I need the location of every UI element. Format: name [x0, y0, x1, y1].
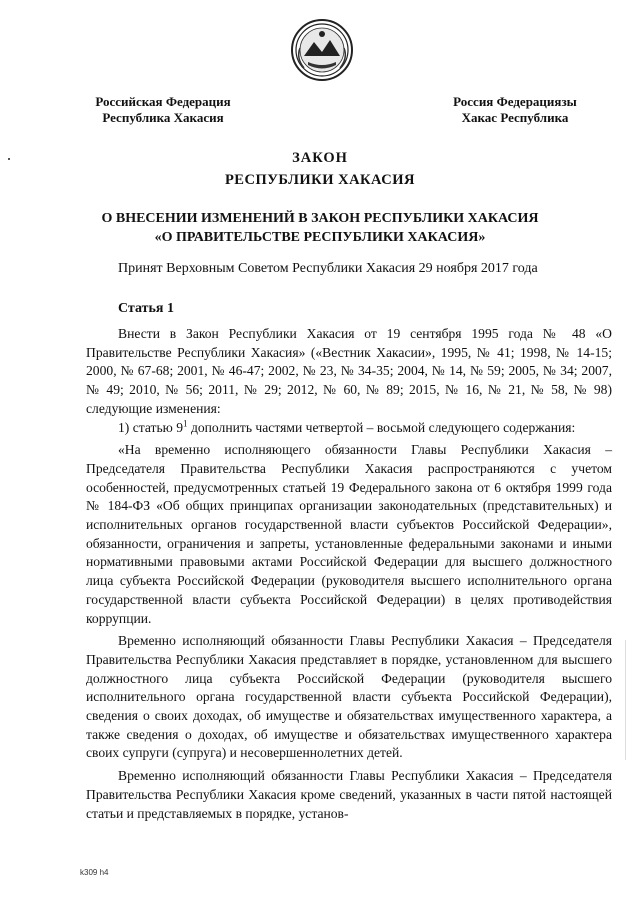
- header-left: [88, 94, 238, 126]
- item-1-text-end: дополнить частями четвертой – восьмой следующего содержания:: [187, 419, 576, 435]
- header-right-line2: Хакас Республика: [461, 110, 569, 125]
- footer-code: k309 h4: [80, 868, 109, 877]
- law-title: ЗАКОН: [292, 150, 348, 166]
- paragraph-item-1: [86, 419, 612, 438]
- law-subject: [80, 209, 560, 247]
- header-right-line1: Россия Федерациязы: [453, 94, 577, 109]
- law-issuer: РЕСПУБЛИКИ ХАКАСИЯ: [224, 172, 416, 188]
- item-1-superscript: 1: [183, 417, 188, 428]
- adoption-note: Принят Верховным Советом Республики Хакасия 29 ноября 2017 года: [118, 261, 538, 276]
- coat-of-arms-emblem: [290, 18, 354, 82]
- header-left-line1: Российская Федерация: [95, 94, 231, 109]
- paragraph-part-4: «На временно исполняющего обязанности Главы Республики Хакасия – Председателя Правительства Республики Хакасия распространяются с учетом особенностей, предусмотренных статьей 19 Федерального закона от 6 октября 1999 года № 184-ФЗ «Об общих принципах организации законодательных (представительных) и исполнительных органов государственной власти субъектов Российской Федерации», обязанности, ограничения и запреты, установленные федеральными законами и иными нормативными правовыми актами Российской Федерации для высшего должностного лица субъекта Российской Федерации (руководителя высшего исполнительного органа государственной власти субъекта Российской Федерации) в целях противодействия коррупции.: [86, 442, 612, 626]
- paragraph-intro: Внести в Закон Республики Хакасия от 19 сентября 1995 года № 48 «О Правительстве Республики Хакасия» («Вестник Хакасии», 1995, № 41; 1998, № 14-15; 2000, № 67-68; 2001, № 46-47; 2002, № 23, № 34-35; 2004, № 14, № 59; 2005, № 34; 2007, № 49; 2010, № 56; 2011, № 29; 2012, № 60, № 89; 2015, № 16, № 21, № 58, № 98) следующие изменения:: [86, 326, 612, 416]
- law-subject-line2: «О ПРАВИТЕЛЬСТВЕ РЕСПУБЛИКИ ХАКАСИЯ»: [154, 230, 486, 245]
- scan-speck: [8, 158, 10, 160]
- paragraph-part-5: Временно исполняющий обязанности Главы Республики Хакасия – Председателя Правительства Республики Хакасия представляет в порядке, установленном для высшего должностного лица субъекта Российской Федерации (руководителя высшего исполнительного органа государственной власти субъекта Российской Федерации), сведения о своих доходах, об имуществе и обязательствах имущественного характера, а также сведения о доходах, об имуществе и обязательствах имущественного характера своих супруги (супруга) и несовершеннолетних детей.: [86, 633, 612, 761]
- article-heading: Статья 1: [118, 301, 174, 316]
- header-right: [440, 94, 590, 126]
- item-1-text-start: 1) статью 9: [118, 419, 184, 435]
- header-left-line2: Республика Хакасия: [102, 110, 224, 125]
- paragraph-part-6: Временно исполняющий обязанности Главы Республики Хакасия – Председателя Правительства Республики Хакасия кроме сведений, указанных в части пятой настоящей статьи и представляемых в порядке, установ-: [86, 768, 612, 821]
- law-subject-line1: О ВНЕСЕНИИ ИЗМЕНЕНИЙ В ЗАКОН РЕСПУБЛИКИ ХАКАСИЯ: [101, 211, 539, 226]
- scan-margin-line: [625, 640, 626, 760]
- article-body: [86, 325, 612, 823]
